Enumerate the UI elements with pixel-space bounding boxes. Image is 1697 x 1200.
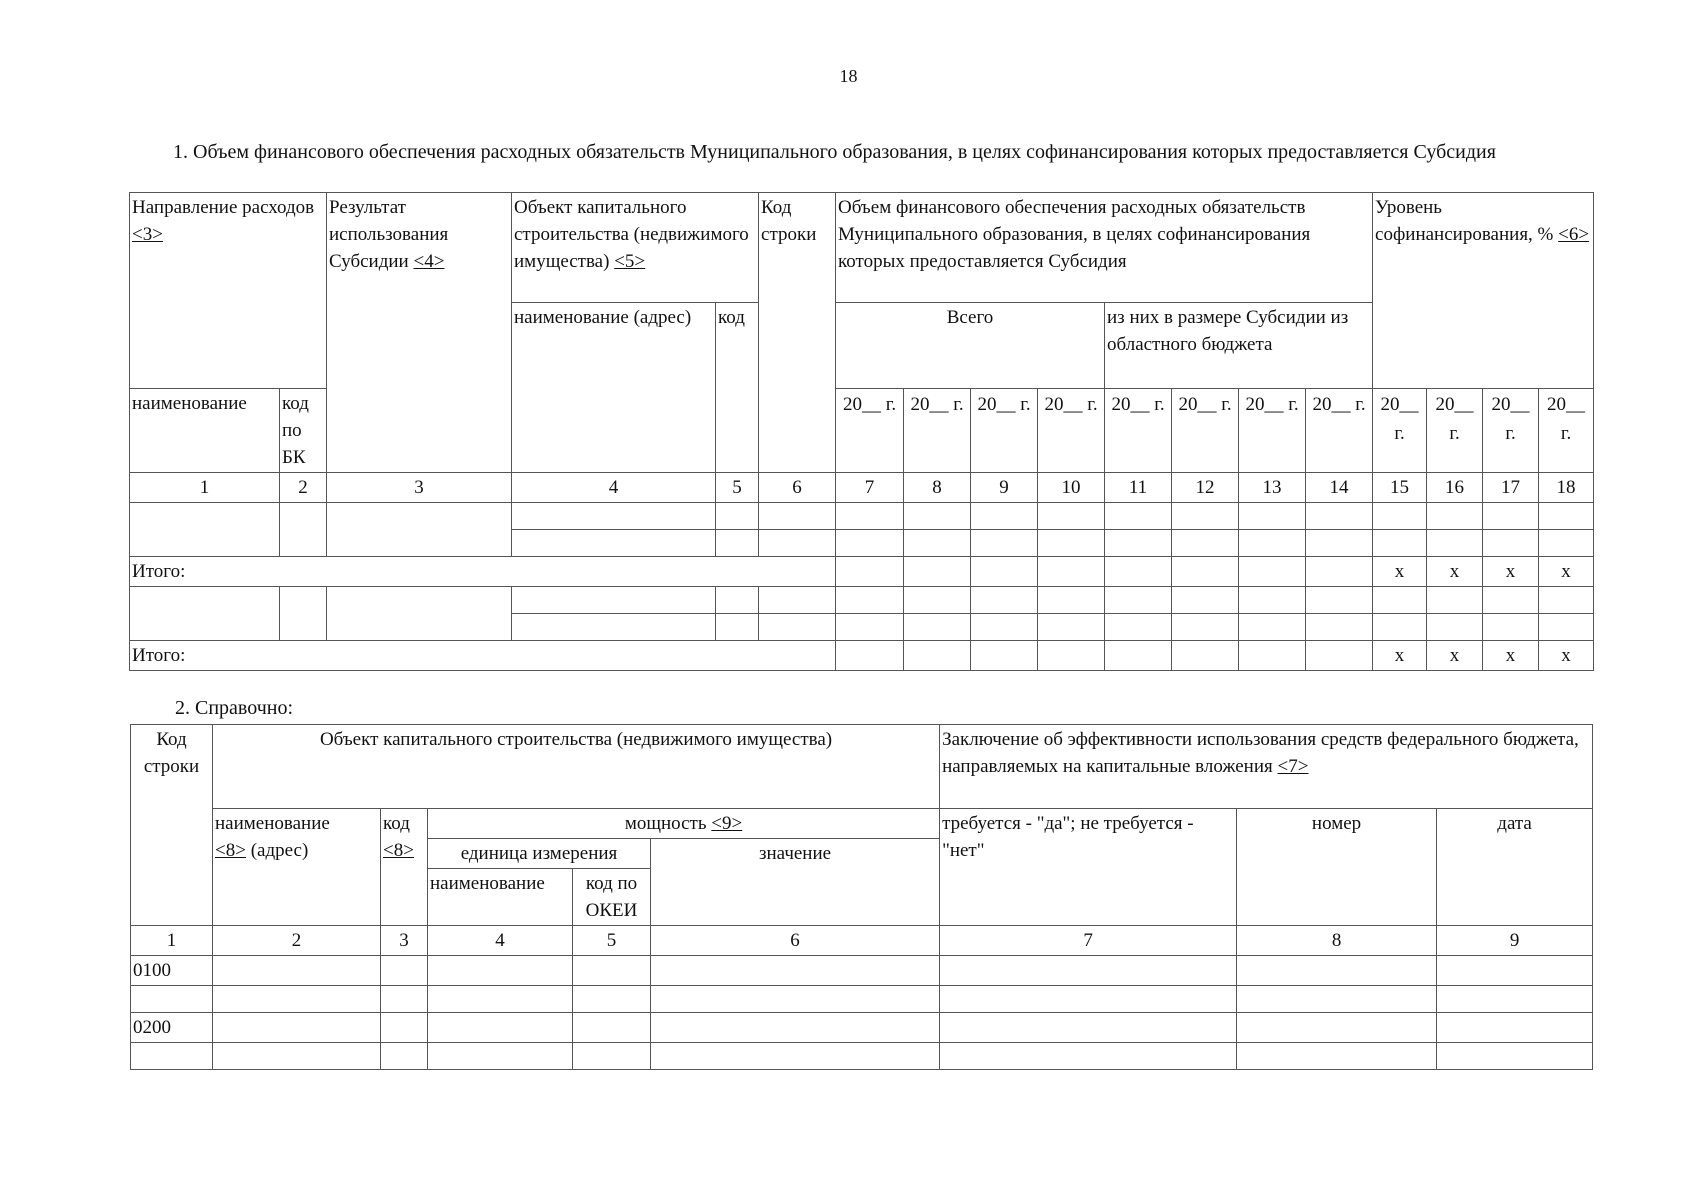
header-unit: единица измерения xyxy=(428,839,651,869)
column-number: 7 xyxy=(836,473,904,503)
column-number: 5 xyxy=(716,473,759,503)
x-mark: x xyxy=(1539,641,1594,671)
year-cell: 20__ г. xyxy=(1483,389,1539,473)
header-volume: Объем финансового обеспечения расходных обязательств Муниципального образования, в целях софинансирования которых предоставляется Субсидия xyxy=(836,193,1373,303)
table-row xyxy=(131,1043,1593,1070)
header-row-code: Код строки xyxy=(131,725,213,926)
header-level: Уровень софинансирования, % <6> xyxy=(1373,193,1594,389)
header-required: требуется - "да"; не требуется - "нет" xyxy=(940,809,1237,926)
column-number: 7 xyxy=(940,926,1237,956)
x-mark: x xyxy=(1427,641,1483,671)
column-number: 3 xyxy=(327,473,512,503)
total-row xyxy=(130,641,1594,671)
header-direction-name: наименование xyxy=(130,389,280,473)
header-total: Всего xyxy=(836,303,1105,389)
total-row xyxy=(130,557,1594,587)
column-number: 1 xyxy=(131,926,213,956)
column-number: 3 xyxy=(381,926,428,956)
header-code-bk: код по БК xyxy=(280,389,327,473)
header-object: Объект капитального строительства (недвижимого имущества) xyxy=(213,725,940,809)
x-mark: x xyxy=(1483,557,1539,587)
table-row xyxy=(130,587,1594,614)
header-capacity: мощность <9> xyxy=(428,809,940,839)
header-unit-name: наименование xyxy=(428,869,573,926)
year-cell: 20__ г. xyxy=(1239,389,1306,473)
year-cell: 20__ г. xyxy=(1306,389,1373,473)
column-number: 9 xyxy=(971,473,1038,503)
row-code: 0200 xyxy=(131,1013,213,1043)
column-number: 4 xyxy=(512,473,716,503)
year-cell: 20__ г. xyxy=(1427,389,1483,473)
year-cell: 20__ г. xyxy=(971,389,1038,473)
column-number: 1 xyxy=(130,473,280,503)
column-number: 6 xyxy=(759,473,836,503)
column-number: 2 xyxy=(213,926,381,956)
column-number: 2 xyxy=(280,473,327,503)
column-number: 16 xyxy=(1427,473,1483,503)
column-number: 12 xyxy=(1172,473,1239,503)
column-numbers-row xyxy=(131,926,1593,956)
column-number: 10 xyxy=(1038,473,1105,503)
year-cell: 20__ г. xyxy=(1105,389,1172,473)
column-number: 8 xyxy=(904,473,971,503)
column-number: 5 xyxy=(573,926,651,956)
column-number: 9 xyxy=(1437,926,1593,956)
total-label: Итого: xyxy=(130,557,836,587)
section-1-title: 1. Объем финансового обеспечения расходных обязательств Муниципального образования, в целях софинансирования которых предоставляется Субсидия xyxy=(173,141,1496,163)
header-object-name: наименование (адрес) xyxy=(512,303,716,473)
year-cell: 20__ г. xyxy=(1539,389,1594,473)
header-result: Результат использования Субсидии <4> xyxy=(327,193,512,473)
year-cell: 20__ г. xyxy=(1038,389,1105,473)
year-cell: 20__ г. xyxy=(1172,389,1239,473)
x-mark: x xyxy=(1539,557,1594,587)
column-number: 6 xyxy=(651,926,940,956)
year-cell: 20__ г. xyxy=(1373,389,1427,473)
header-object-name: наименование <8> (адрес) xyxy=(213,809,381,926)
x-mark: x xyxy=(1483,641,1539,671)
header-number: номер xyxy=(1237,809,1437,926)
header-direction: Направление расходов <3> xyxy=(130,193,327,389)
header-object: Объект капитального строительства (недвижимого имущества) <5> xyxy=(512,193,759,303)
header-value: значение xyxy=(651,839,940,926)
header-okei-code: код по ОКЕИ xyxy=(573,869,651,926)
header-row-code: Код строки xyxy=(759,193,836,473)
section-2-title: 2. Справочно: xyxy=(175,697,294,719)
table-row xyxy=(130,503,1594,530)
header-object-code: код <8> xyxy=(381,809,428,926)
table-row xyxy=(131,956,1593,986)
financing-table xyxy=(129,192,1594,671)
column-number: 13 xyxy=(1239,473,1306,503)
header-of-which: из них в размере Субсидии из областного бюджета xyxy=(1105,303,1373,389)
header-object-code: код xyxy=(716,303,759,473)
x-mark: x xyxy=(1427,557,1483,587)
column-number: 18 xyxy=(1539,473,1594,503)
year-cell: 20__ г. xyxy=(836,389,904,473)
x-mark: x xyxy=(1373,557,1427,587)
column-number: 4 xyxy=(428,926,573,956)
column-number: 15 xyxy=(1373,473,1427,503)
column-number: 8 xyxy=(1237,926,1437,956)
row-code: 0100 xyxy=(131,956,213,986)
page-number: 18 xyxy=(839,66,858,86)
column-number: 17 xyxy=(1483,473,1539,503)
total-label: Итого: xyxy=(130,641,836,671)
table-row xyxy=(131,1013,1593,1043)
x-mark: x xyxy=(1373,641,1427,671)
column-numbers-row xyxy=(130,473,1594,503)
column-number: 14 xyxy=(1306,473,1373,503)
header-conclusion: Заключение об эффективности использования средств федерального бюджета, направляемых на капитальные вложения <7> xyxy=(940,725,1593,809)
table-row xyxy=(131,986,1593,1013)
header-date: дата xyxy=(1437,809,1593,926)
reference-table xyxy=(130,724,1593,1070)
column-number: 11 xyxy=(1105,473,1172,503)
year-cell: 20__ г. xyxy=(904,389,971,473)
